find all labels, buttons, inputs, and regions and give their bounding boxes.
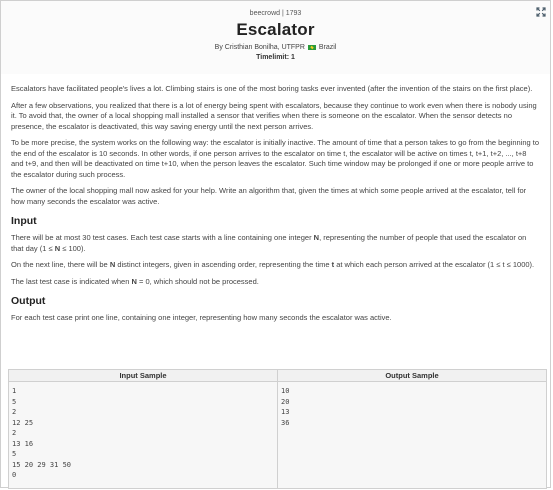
breadcrumb: beecrowd | 1793	[249, 10, 302, 17]
output-line: 10	[281, 387, 290, 395]
time-limit: Timelimit: 1	[256, 54, 295, 61]
input-heading: Input	[11, 215, 37, 227]
input-sample-column	[9, 370, 277, 488]
output-paragraph: For each test case print one line, containing one integer, representing how many seconds the escalator was active.	[11, 313, 392, 322]
input-paragraph: On the next line, there will be N distinct integers, given in ascending order, representing the time t at which each person arrived at the escalator (1 ≤ t ≤ 1000).	[11, 260, 535, 269]
output-sample-header: Output Sample	[278, 370, 546, 382]
input-line: 5	[12, 450, 17, 458]
description-paragraph: The owner of the local shopping mall now asked for your help. Write an algorithm that, given the times at which some people arrived at the escalator, tell for how many seconds the escalator was active.	[11, 186, 527, 206]
output-line: 13	[281, 408, 290, 416]
problem-header	[1, 1, 550, 74]
output-sample-column	[277, 370, 546, 488]
description-paragraph: To be more precise, the system works on the following way: the escalator is initially inactive. The amount of time that a person takes to go from the beginning to the end of the escalator is 10 seconds. In other words, if one person arrives to the escalator on time t, the escalator will be active on times t, t+1, t+2, ..., t+8 and t+9, and then will be deactivated on time t+10, when the person leaves the escalator. Such time window may be prolonged if one or more people arrive to the escalator during such process.	[11, 138, 540, 179]
brazil-flag-icon	[308, 45, 316, 50]
description-paragraph: Escalators have facilitated people's lives a lot. Climbing stairs is one of the most boring tasks ever invented (after the invention of the stairs on the first place).	[11, 84, 533, 93]
description-paragraph: After a few observations, you realized that there is a lot of energy being spent with escalators, because they continue to work even when there is nobody using it. To avoid that, the owner of a local shopping mall installed a sensor that verifies when there is someone on the escalator. When the sensor detects no presence, the escalator is deactivated, this way saving energy until the next person arrives.	[11, 100, 537, 131]
output-heading: Output	[11, 295, 46, 307]
input-sample-header: Input Sample	[9, 370, 277, 382]
input-line: 15 20 29 31 50	[12, 460, 72, 469]
input-sample-body[interactable]	[9, 382, 277, 488]
input-line: 12 25	[12, 418, 34, 427]
input-paragraph: There will be at most 30 test cases. Each test case starts with a line containing one integer N, representing the number of people that used the escalator on that day (1 ≤ N ≤ 100).	[11, 233, 527, 253]
input-paragraph: The last test case is indicated when N = 0, which should not be processed.	[11, 276, 259, 286]
input-line: 5	[12, 397, 17, 406]
input-line: 0	[12, 471, 17, 479]
input-line: 2	[12, 429, 17, 437]
author-line	[1, 44, 550, 51]
output-line: 20	[281, 397, 290, 406]
expand-arrows-icon[interactable]	[536, 4, 546, 14]
output-sample-body[interactable]	[278, 382, 546, 488]
input-line: 2	[12, 408, 17, 416]
input-line: 1	[12, 387, 17, 395]
country-name: Brazil	[318, 44, 337, 51]
input-line: 13 16	[12, 439, 34, 448]
author-name: By Cristhian Bonilha, UTFPR	[214, 44, 305, 51]
page-title: Escalator	[236, 20, 315, 39]
output-line: 36	[281, 418, 290, 427]
problem-statement	[1, 84, 550, 324]
samples-table	[8, 369, 547, 489]
